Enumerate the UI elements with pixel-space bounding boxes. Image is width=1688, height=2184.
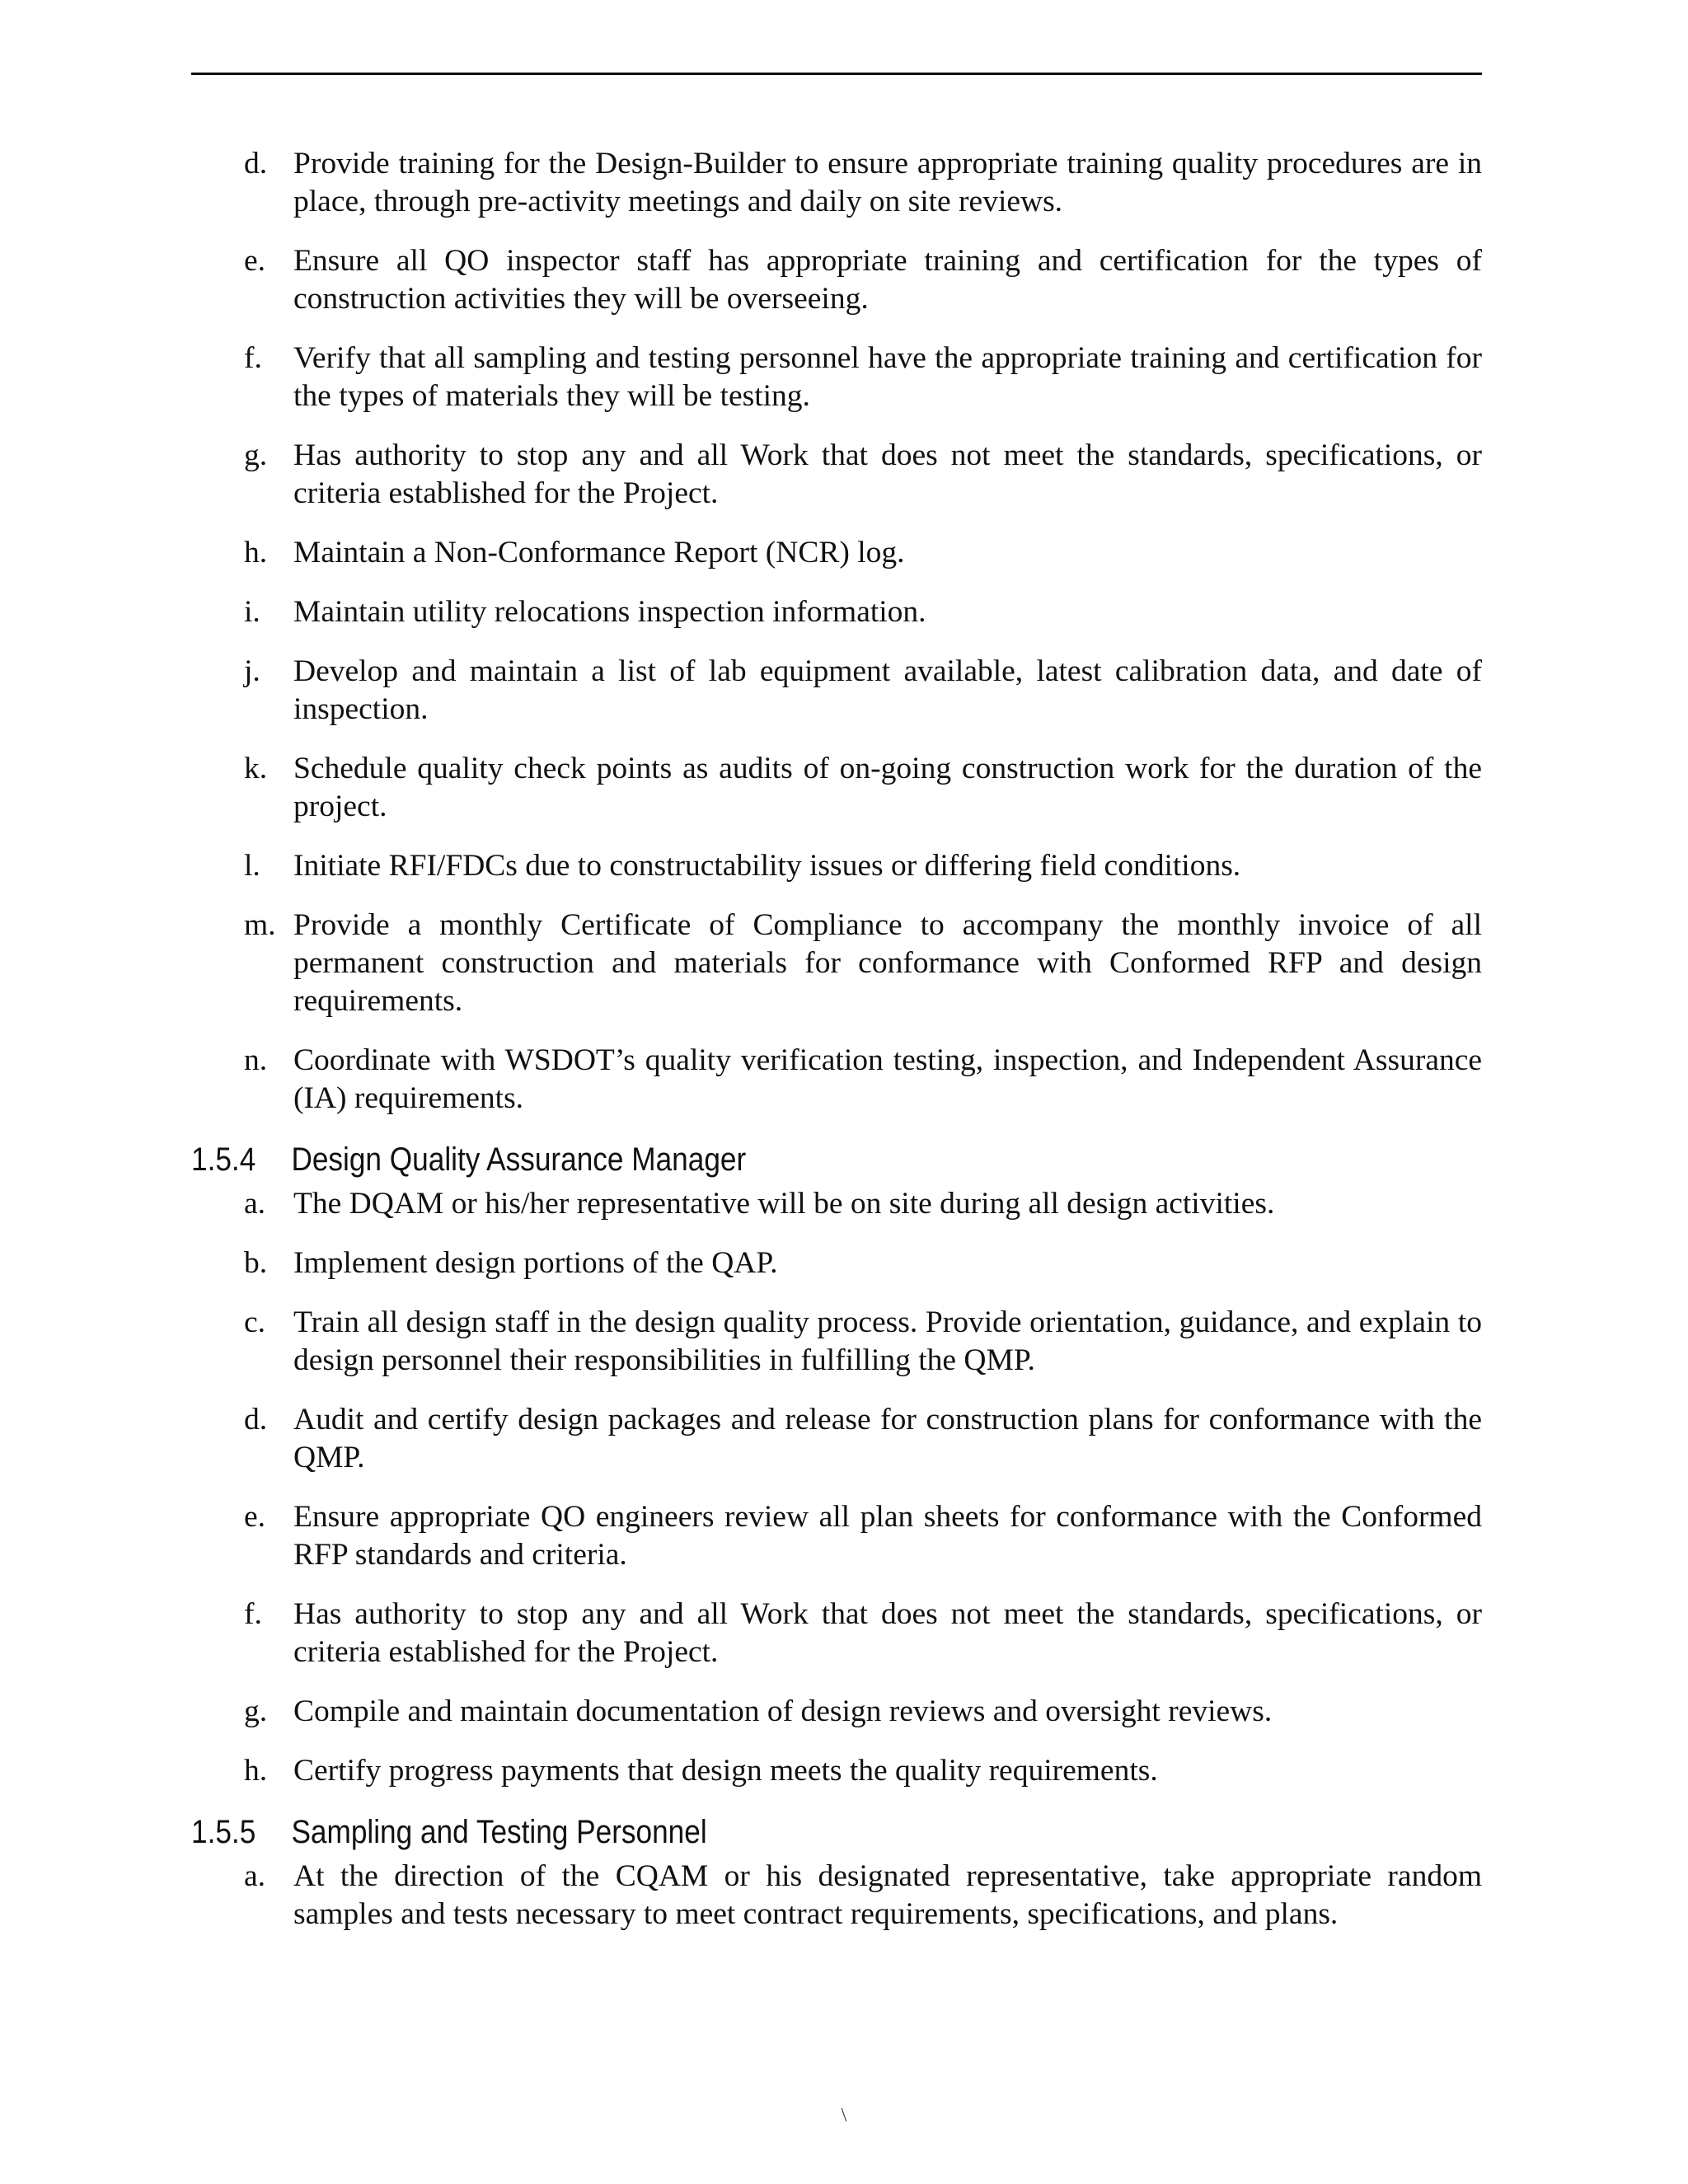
section-heading-1-5-5	[191, 1811, 1327, 1853]
list-item-letter: h.	[244, 1754, 268, 1788]
list-item-letter: n.	[244, 1043, 268, 1077]
list-item	[191, 1498, 1482, 1574]
list-item-letter: h.	[244, 536, 268, 569]
list-item-text: Compile and maintain documentation of design reviews and oversight reviews.	[293, 1694, 1273, 1728]
list-item-letter: l.	[244, 849, 260, 883]
list-item-text: Ensure all QO inspector staff has appropriate training and certification for the types of construction activities they will be overseeing.	[293, 244, 1482, 316]
list-item	[191, 437, 1482, 513]
section-number: 1.5.4	[191, 1141, 256, 1178]
list-item	[191, 1401, 1482, 1477]
list-item-letter: d.	[244, 147, 268, 180]
list-item-text: The DQAM or his/her representative will be on site during all design activities.	[293, 1187, 1275, 1221]
list-item	[191, 1858, 1482, 1933]
list-item	[191, 1244, 1482, 1282]
list-item-letter: b.	[244, 1246, 268, 1280]
list-item-text: Train all design staff in the design quality process. Provide orientation, guidance, and explain to design personnel their responsibilities in fulfilling the QMP.	[293, 1305, 1482, 1377]
list-item	[191, 847, 1482, 885]
list-item-letter: j.	[244, 654, 260, 688]
list-item-text: Audit and certify design packages and release for construction plans for conformance with the QMP.	[293, 1403, 1482, 1474]
document-body	[191, 145, 1482, 1955]
list-item	[191, 1596, 1482, 1671]
section-heading-1-5-4	[191, 1139, 1327, 1180]
list-item-text: Provide a monthly Certificate of Compliance to accompany the monthly invoice of all permanent construction and materials for conformance with Conformed RFP and design requirements.	[293, 908, 1482, 1018]
list-item-letter: k.	[244, 752, 268, 785]
list-item-text: Has authority to stop any and all Work that does not meet the standards, specifications, or criteria established for the Project.	[293, 1597, 1482, 1669]
section-title: Sampling and Testing Personnel	[291, 1814, 707, 1850]
list-item	[191, 145, 1482, 221]
continued-list	[191, 145, 1482, 1118]
list-item-letter: e.	[244, 244, 266, 278]
list-item	[191, 593, 1482, 631]
list-item-text: Has authority to stop any and all Work that does not meet the standards, specifications, or criteria established for the Project.	[293, 438, 1482, 510]
list-item-text: Coordinate with WSDOT’s quality verification testing, inspection, and Independent Assurance (IA) requirements.	[293, 1043, 1482, 1115]
list-item-text: Implement design portions of the QAP.	[293, 1246, 778, 1280]
list-item	[191, 750, 1482, 826]
list-item-text: Maintain utility relocations inspection information.	[293, 595, 926, 629]
list-item	[191, 242, 1482, 318]
list-item-text: Ensure appropriate QO engineers review all plan sheets for conformance with the Conformed RFP standards and criteria.	[293, 1500, 1482, 1572]
list-item-text: Verify that all sampling and testing personnel have the appropriate training and certification for the types of materials they will be testing.	[293, 341, 1482, 413]
list-item-text: Schedule quality check points as audits of on-going construction work for the duration of the project.	[293, 752, 1482, 823]
list-item-text: At the direction of the CQAM or his designated representative, take appropriate random samples and tests necessary to meet contract requirements, specifications, and plans.	[293, 1859, 1482, 1931]
list-item	[191, 1185, 1482, 1223]
section-title: Design Quality Assurance Manager	[291, 1141, 747, 1178]
list-item-letter: f.	[244, 341, 262, 375]
list-item-text: Certify progress payments that design meets the quality requirements.	[293, 1754, 1158, 1788]
list-item-letter: c.	[244, 1305, 266, 1339]
list-item-text: Provide training for the Design-Builder to ensure appropriate training quality procedures are in place, through pre-activity meetings and daily on site reviews.	[293, 147, 1482, 218]
list-item-letter: a.	[244, 1187, 266, 1221]
footer-mark: \	[841, 2105, 847, 2126]
list-item	[191, 653, 1482, 729]
list-item-letter: f.	[244, 1597, 262, 1631]
list-item-letter: a.	[244, 1859, 266, 1893]
list-item-letter: e.	[244, 1500, 266, 1534]
list-item	[191, 1304, 1482, 1380]
list-item-text: Maintain a Non-Conformance Report (NCR) log.	[293, 536, 905, 569]
section-1-5-5-list	[191, 1858, 1482, 1933]
list-item	[191, 1693, 1482, 1731]
list-item	[191, 1752, 1482, 1790]
list-item-text: Develop and maintain a list of lab equipment available, latest calibration data, and date of inspection.	[293, 654, 1482, 726]
section-1-5-4-list	[191, 1185, 1482, 1790]
list-item	[191, 340, 1482, 415]
list-item-letter: m.	[244, 908, 276, 942]
list-item-letter: g.	[244, 1694, 268, 1728]
header-rule	[191, 73, 1482, 75]
list-item	[191, 1042, 1482, 1118]
list-item-letter: g.	[244, 438, 268, 472]
list-item-text: Initiate RFI/FDCs due to constructability issues or differing field conditions.	[293, 849, 1241, 883]
list-item	[191, 534, 1482, 572]
section-number: 1.5.5	[191, 1814, 256, 1850]
list-item-letter: i.	[244, 595, 260, 629]
list-item-letter: d.	[244, 1403, 268, 1436]
list-item	[191, 907, 1482, 1020]
